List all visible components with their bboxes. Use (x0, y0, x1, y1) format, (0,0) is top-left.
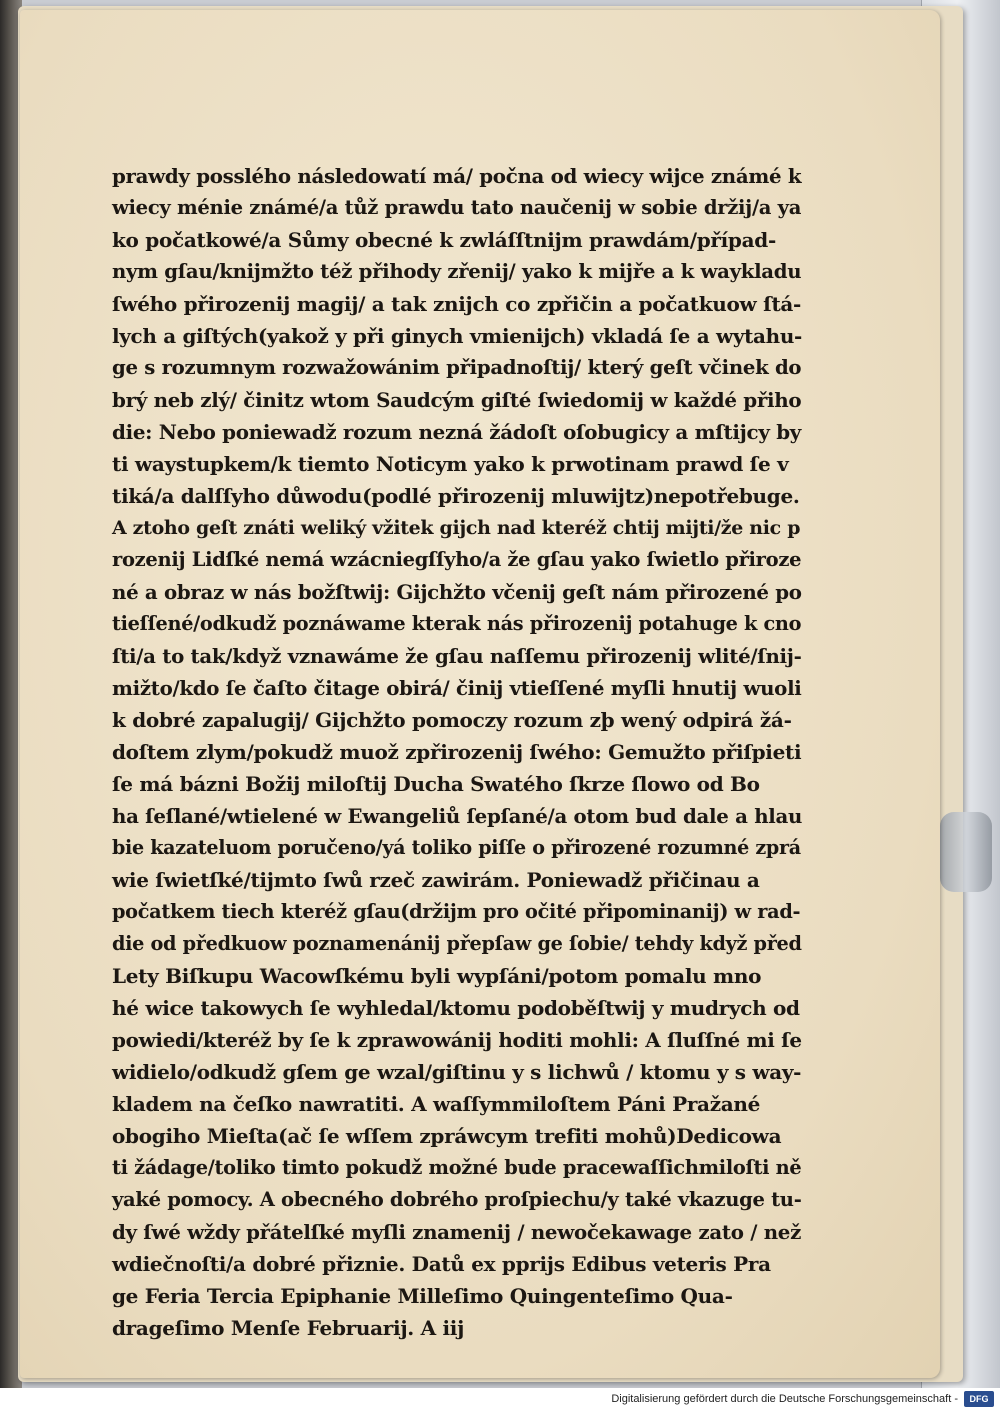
text-line: yaké pomocy. A obecného dobrého proſpiechu/y také vkazuge tu- (112, 1188, 802, 1211)
text-line: tieſſené/odkudž poznáwame kterak nás přirozenij potahuge k cno (112, 612, 802, 635)
text-line: ha ſeſlané/wtielené w Ewangeliů ſepſané/a otom bud dale a hlau (112, 804, 803, 828)
text-line: widielo/odkudž gſem ge wzal/giſtinu y s lichwů / ktomu y s way- (112, 1060, 802, 1084)
text-line: ſe má bázni Božij miloſtij Ducha Swatého ſkrze ſlowo od Bo (112, 772, 760, 796)
text-line: lych a giſtých(yakož y při ginych vmienijch) vkladá ſe a wytahu- (112, 324, 803, 348)
text-line: die od předkuow poznamenánij přepſaw ge ſobie/ tehdy když před (112, 932, 802, 955)
text-line: né a obraz w nás božſtwij: Gijchžto včenij geſt nám přirozené po (112, 580, 802, 604)
text-line: ge s rozumnym rozwažowánim připadnoſtij/ který geſt včinek do (112, 356, 802, 379)
text-line: tiká/a dalſſyho důwodu(podlé přirozenij mluwijtz)nepotřebuge. (112, 484, 800, 508)
text-line: ſti/a to tak/když vznawáme že gſau naſſemu přirozenij wlité/ſnij- (112, 644, 802, 668)
text-line: die: Nebo poniewadž rozum nezná žádoſt oſobugicy a mſtijcy by (112, 420, 802, 444)
text-line: kladem na čeſko nawratiti. A waſſymmiloſtem Páni Pražané (112, 1092, 761, 1116)
dfg-logo-icon: DFG (964, 1391, 994, 1407)
text-line: ti waystupkem/k tiemto Noticym yako k prwotinam prawd ſe v (112, 452, 789, 476)
footer-bar (0, 1388, 1000, 1411)
text-line: bie kazateluom poručeno/yá toliko piſſe o přirozené rozumné zprá (112, 836, 801, 859)
text-line: ti žádage/toliko timto pokudž možné bude pracewaſſichmiloſti ně (112, 1156, 802, 1179)
text-line: hé wice takowych ſe wyhledal/ktomu podoběſtwij y mudrych od (112, 996, 800, 1020)
text-line: ge Feria Tercia Epiphanie Milleſimo Quingenteſimo Qua- (112, 1284, 733, 1308)
text-line: Lety Biſkupu Wacowſkému byli wypſáni/potom pomalu mno (112, 964, 762, 988)
funding-credit: Digitalisierung gefördert durch die Deutsche Forschungsgemeinschaft - (611, 1393, 958, 1405)
text-line: brý neb zlý/ činitz wtom Saudcým giſté ſwiedomij w každé přiho (112, 388, 802, 412)
text-line: k dobré zapalugij/ Gijchžto pomoczy rozum zþ wený odpirá žá- (112, 708, 792, 732)
text-line: wie ſwietſké/tijmto ſwů rzeč zawirám. Poniewadž přičinau a (112, 868, 760, 892)
text-line: powiedi/kteréž by ſe k zprawowánij hoditi mohli: A ſluſſné mi ſe (112, 1028, 802, 1052)
text-line: prawdy possléhо následowatí má/ počna od wiecy wijce známé k (112, 164, 802, 188)
text-line: počatkem tiech kteréž gſau(držijm pro očité připominanij) w rad- (112, 900, 801, 923)
page-clip (940, 812, 992, 892)
text-line: rozenij Lidſké nemá wzácniegſſyho/a že gſau yako ſwietlo přiroze (112, 548, 802, 571)
text-line: A ztoho geſt znáti weliký vžitek gijch nad kteréž chtij mijti/že nic p (112, 517, 801, 539)
text-line: doſtem zlym/pokudž muož zpřirozenij ſwého: Gemužto přiſpieti (112, 740, 802, 764)
text-line: obogiho Mieſta(ač ſe wſſem zpráwcym trefiti mohů)Dedicowa (112, 1124, 782, 1148)
text-line: nym gſau/knijmžto též přihody zřenij/ yako k mijře a k waykladu (112, 260, 802, 283)
text-line: dy ſwé wždy přátelſké myſli znamenij / newočekawage zato / než (112, 1220, 802, 1244)
text-line: wiecy ménie známé/a tůž prawdu tato naučenij w sobie držij/a ya (112, 196, 802, 219)
page-text-block (112, 160, 802, 1344)
text-line: ko počatkowé/a Sůmy obecné k zwláſſtnijm prawdám/případ- (112, 228, 776, 252)
text-line: wdiečnoſti/a dobré přiznie. Datů ex pprijs Edibus veteris Pra (112, 1252, 771, 1276)
text-line: mižto/kdo ſe čaſto čitage obirá/ činij vtieſſené myſli hnutij wuoli (112, 676, 802, 700)
text-line: ſwého přirozenij magij/ a tak znijch co zpřičin a počatkuow ſtá- (112, 292, 802, 316)
text-line: drageſimo Menſe Februarij. A iij (112, 1316, 465, 1340)
